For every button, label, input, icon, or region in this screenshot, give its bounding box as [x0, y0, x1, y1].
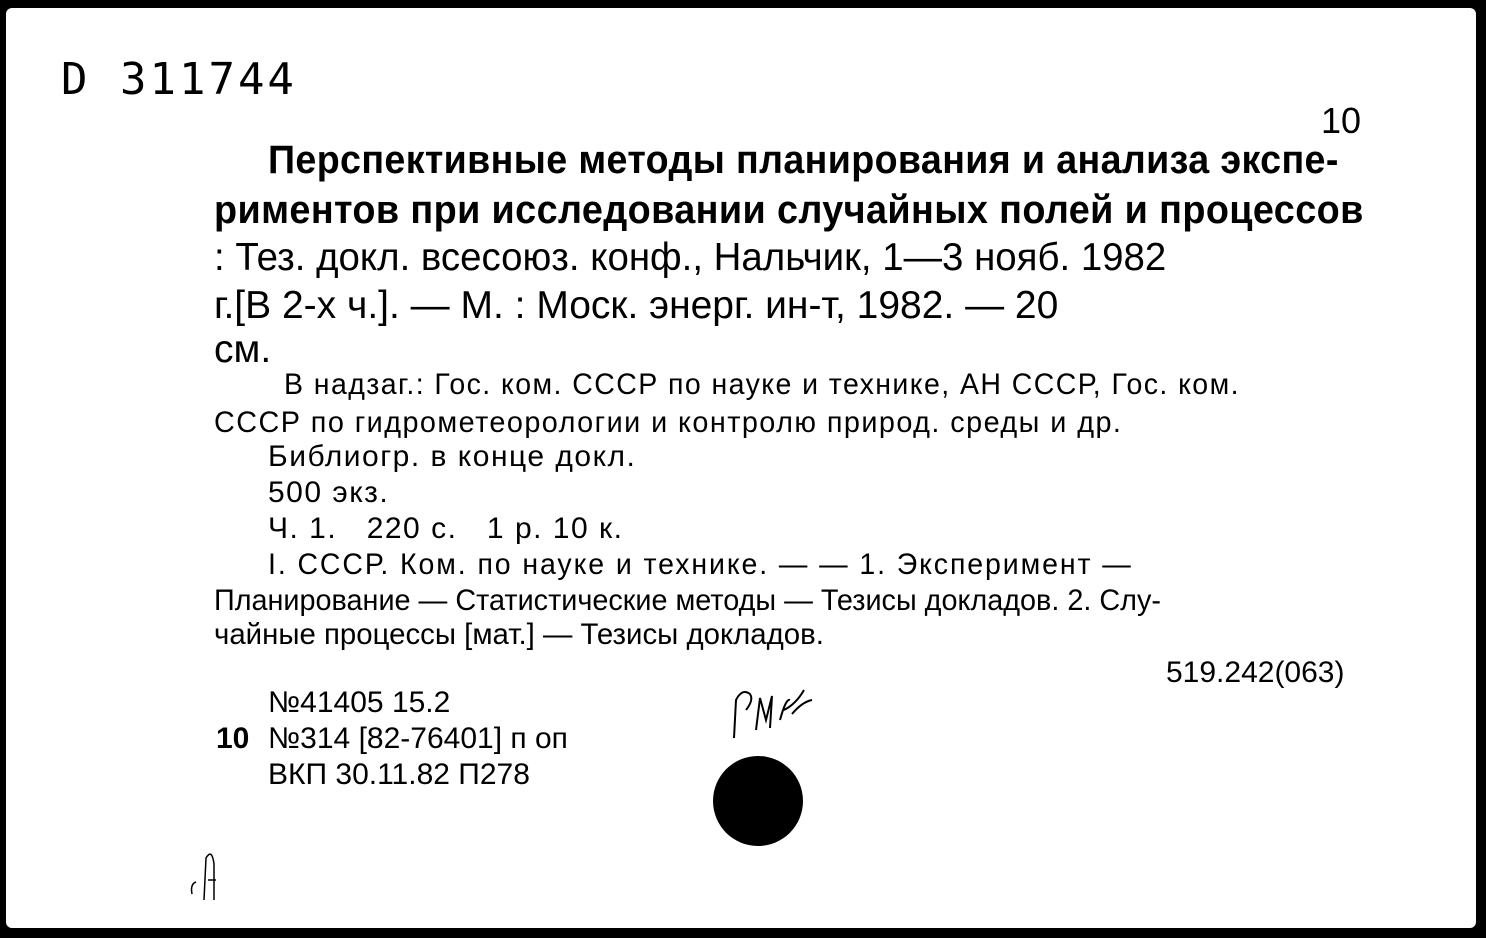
order-prefix: 10	[216, 722, 250, 755]
order-line-2: №314 [82-76401] п оп	[268, 722, 568, 755]
volume-count: 10	[1321, 100, 1362, 141]
catalog-card	[6, 8, 1476, 928]
handwritten-mark	[726, 680, 826, 750]
bibliography-note: Библиогр. в конце докл.	[268, 440, 637, 473]
pencil-mark	[184, 844, 224, 904]
publication-line-3: см.	[214, 328, 272, 371]
udc-code: 519.242(063)	[1166, 656, 1345, 689]
publication-line-1: : Тез. докл. всесоюз. конф., Нальчик, 1—3 нояб. 1982	[214, 236, 1167, 279]
subject-line-1: I. СССР. Ком. по науке и технике. — — 1. Эксперимент —	[268, 548, 1133, 581]
title-line-1: Перспективные методы планирования и анализа экспе-	[268, 138, 1339, 182]
copies-note: 500 экз.	[268, 476, 390, 509]
order-line-3: ВКП 30.11.82 П278	[268, 758, 530, 791]
punch-hole-dot	[713, 756, 803, 846]
subject-line-3: чайные процессы [мат.] — Тезисы докладов.	[214, 618, 824, 651]
subject-line-2: Планирование — Статистические методы — Тезисы докладов. 2. Слу-	[214, 584, 1161, 617]
note-line-2: СССР по гидрометеорологии и контролю природ. среды и др.	[214, 406, 1123, 439]
publication-line-2: г.[В 2-х ч.]. — М. : Моск. энерг. ин-т, 1982. — 20	[214, 284, 1059, 327]
part-details: Ч. 1. 220 с. 1 р. 10 к.	[268, 512, 624, 545]
title-line-2: риментов при исследовании случайных полей и процессов	[214, 188, 1364, 232]
note-line-1: В надзаг.: Гос. ком. СССР по науке и технике, АН СССР, Гос. ком.	[284, 368, 1240, 401]
order-line-1: №41405 15.2	[268, 686, 451, 719]
call-number: D 311744	[61, 54, 297, 105]
